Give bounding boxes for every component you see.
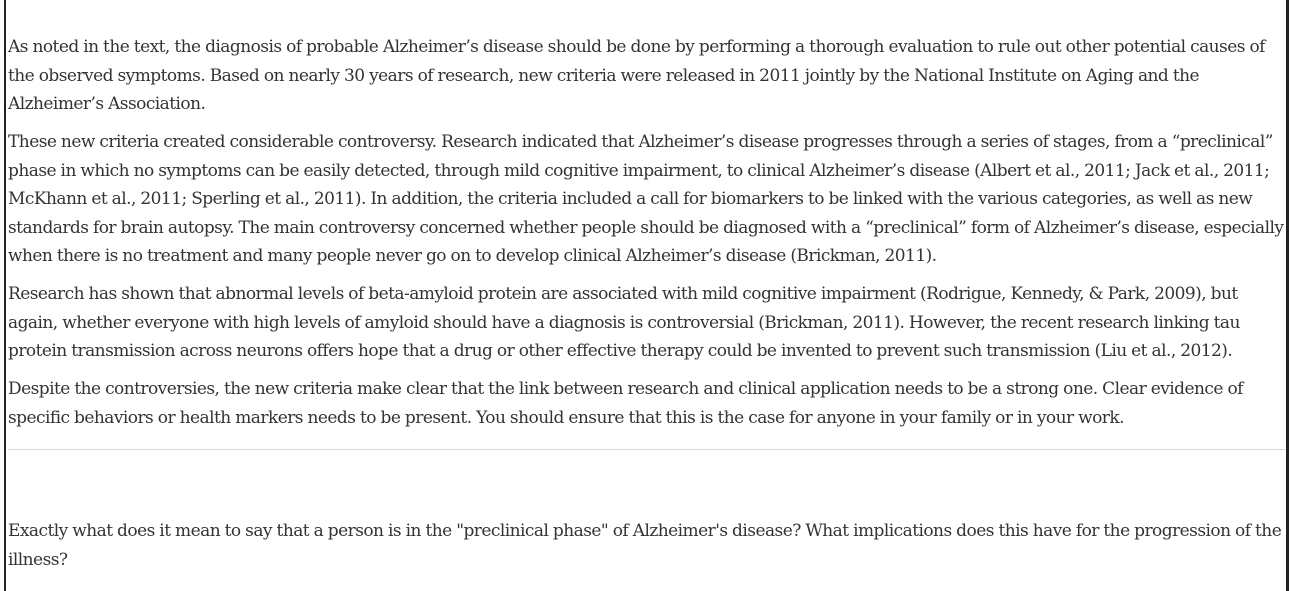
passage-paragraph-4: Despite the controversies, the new criteria make clear that the link between research and clinical application needs to be a strong one. Clear evidence of specific behaviors or health markers needs to be present. You should ensure that this is the case for anyone in your family or in your work. — [8, 379, 1243, 428]
passage — [8, 33, 1288, 442]
passage-paragraph-2: These new criteria created considerable controversy. Research indicated that Alzheimer’s disease progresses through a series of stages, from a “preclinical” phase in which no symptoms can be easily detected, through mild cognitive impairment, to clinical Alzheimer’s disease (Albert et al., 2011; Jack et al., 2011; McKhann et al., 2011; Sperling et al., 2011). In addition, the criteria included a call for biomarkers to be linked with the various categories, as well as new standards for brain autopsy. The main controversy concerned whether people should be diagnosed with a “preclinical” form of Alzheimer’s disease, especially when there is no treatment and many people never go on to develop clinical Alzheimer’s disease (Brickman, 2011). — [8, 132, 1284, 266]
passage-paragraph-3: Research has shown that abnormal levels of beta-amyloid protein are associated with mild cognitive impairment (Rodrigue, Kennedy, & Park, 2009), but again, whether everyone with high levels of amyloid should have a diagnosis is controversial (Brickman, 2011). However, the recent research linking tau protein transmission across neurons offers hope that a drug or other effective therapy could be invented to prevent such transmission (Liu et al., 2012). — [8, 284, 1240, 361]
passage-paragraph-1: As noted in the text, the diagnosis of probable Alzheimer’s disease should be done by performing a thorough evaluation to rule out other potential causes of the observed symptoms. Based on nearly 30 years of research, new criteria were released in 2011 jointly by the National Institute on Aging and the Alzheimer’s Association. — [8, 37, 1265, 114]
horizontal-divider — [8, 449, 1285, 450]
question-text: Exactly what does it mean to say that a person is in the "preclinical phase" of Alzheimer's disease? What implications does this have for the progression of the illness? — [8, 521, 1282, 570]
